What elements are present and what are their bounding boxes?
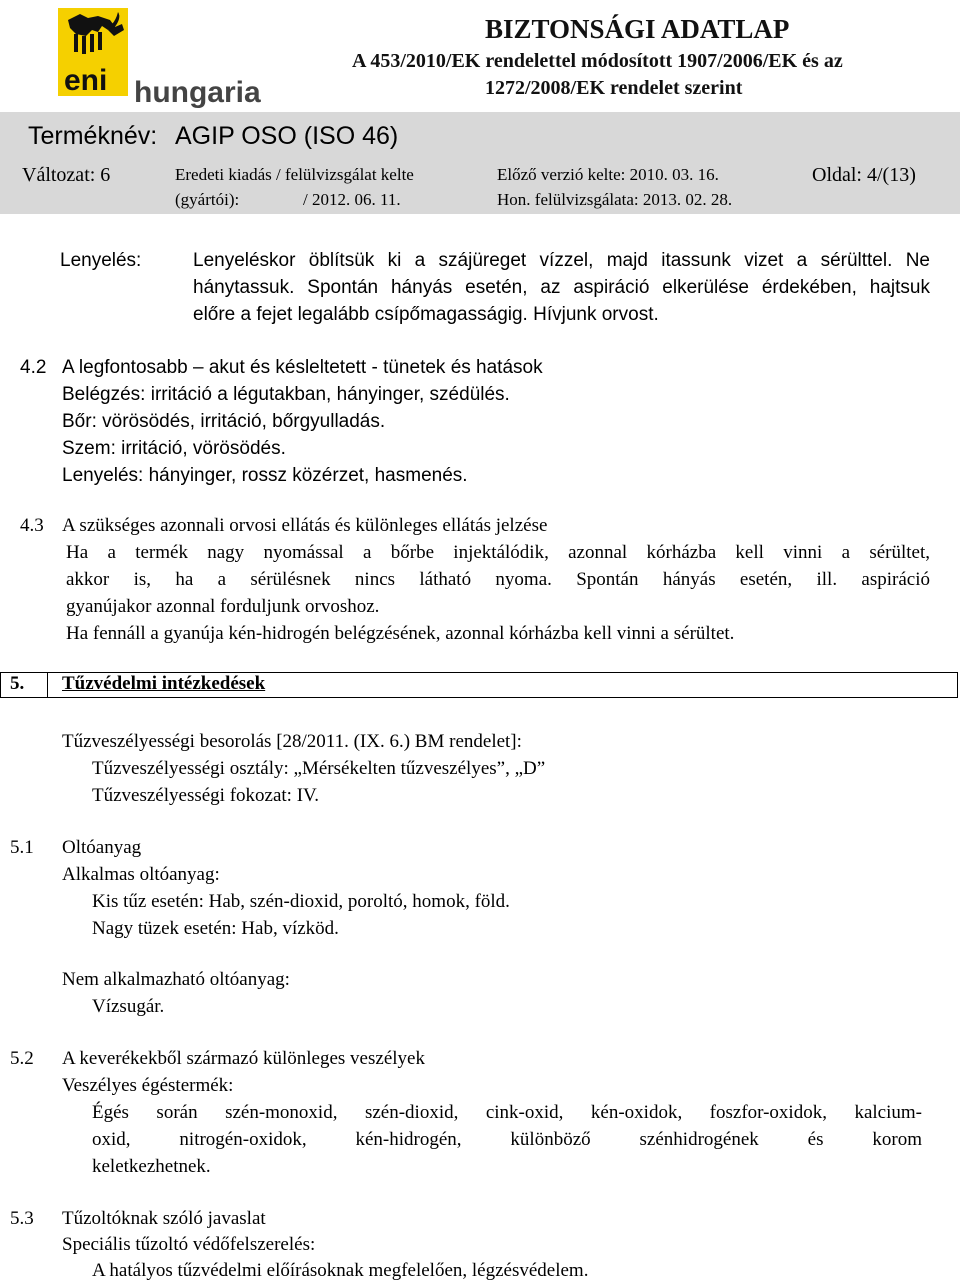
document-title: BIZTONSÁGI ADATLAP — [485, 14, 790, 44]
issue-date: / 2012. 06. 11. — [303, 190, 401, 209]
section-5-2-title: A keverékekből származó különleges veszélyek — [62, 1048, 425, 1069]
section-4-2-number: 4.2 — [20, 357, 47, 378]
section-5-number: 5. — [10, 673, 25, 694]
small-fire-media: Kis tűz esetén: Hab, szén-dioxid, poroltó, homok, föld. — [92, 891, 510, 912]
eni-hungaria-logo — [58, 8, 261, 109]
version: Változat: 6 — [22, 164, 111, 186]
logo-eni-text: eni — [64, 64, 108, 97]
section-5-divider — [47, 673, 48, 697]
unsuitable-media-value: Vízsugár. — [92, 996, 165, 1017]
section-5-title: Tűzvédelmi intézkedések — [62, 673, 266, 694]
firefighter-equipment-text: A hatályos tűzvédelmi előírásoknak megfelelően, légzésvédelem. — [92, 1260, 589, 1281]
section-4-2-title: A legfontosabb – akut és késleltetett - tünetek és hatások — [62, 357, 543, 378]
product-name: AGIP OSO (ISO 46) — [175, 122, 399, 150]
section-5-1-number: 5.1 — [10, 837, 34, 858]
section-5-1-title: Oltóanyag — [62, 837, 142, 858]
symptom-inhalation: Belégzés: irritáció a légutakban, hányinger, szédülés. — [62, 384, 510, 405]
logo-hungaria-text: hungaria — [134, 76, 261, 109]
fire-class: Tűzveszélyességi osztály: „Mérsékelten tűzveszélyes”, „D” — [92, 758, 546, 779]
hon-review-date: Hon. felülvizsgálata: 2013. 02. 28. — [497, 190, 733, 209]
section-4-3-line-4: Ha fennáll a gyanúja kén-hidrogén belégzésének, azonnal kórházba kell vinni a sérültet. — [66, 623, 735, 644]
ingestion-label: Lenyelés: — [60, 250, 142, 271]
ingestion-line-2: hánytassuk. Spontán hányás esetén, az aspiráció elkerülése érdekében, hajtsuk — [193, 277, 930, 298]
combustion-products-label: Veszélyes égéstermék: — [62, 1075, 234, 1096]
combustion-products-line-1: Égés során szén-monoxid, szén-dioxid, cink-oxid, kén-oxidok, foszfor-oxidok, kalcium- — [92, 1102, 922, 1123]
ingestion-line-1: Lenyeléskor öblítsük ki a szájüreget vízzel, majd itassunk vizet a sérülttel. Ne — [193, 250, 930, 271]
suitable-media-label: Alkalmas oltóanyag: — [62, 864, 220, 885]
large-fire-media: Nagy tüzek esetén: Hab, vízköd. — [92, 918, 339, 939]
symptom-skin: Bőr: vörösödés, irritáció, bőrgyulladás. — [62, 411, 386, 432]
page-number: Oldal: 4/(13) — [812, 164, 916, 186]
ingestion-line-3: előre a fejet legalább csípőmagasságig. Hívjunk orvost. — [193, 304, 659, 325]
symptom-ingestion: Lenyelés: hányinger, rossz közérzet, hasmenés. — [62, 465, 468, 486]
previous-version-date: Előző verzió kelte: 2010. 03. 16. — [497, 165, 719, 184]
section-4-3-line-2: akkor is, ha a sérülésnek nincs látható nyoma. Spontán hányás esetén, ill. aspiráció — [66, 569, 930, 590]
section-5-3-number: 5.3 — [10, 1208, 34, 1229]
fire-classification: Tűzveszélyességi besorolás [28/2011. (IX. 6.) BM rendelet]: — [62, 731, 522, 752]
combustion-products-line-2: oxid, nitrogén-oxidok, kén-hidrogén, különböző szénhidrogének és korom — [92, 1129, 922, 1150]
section-5-2-number: 5.2 — [10, 1048, 34, 1069]
unsuitable-media-label: Nem alkalmazható oltóanyag: — [62, 969, 290, 990]
fire-degree: Tűzveszélyességi fokozat: IV. — [92, 785, 320, 806]
regulation-line-1: A 453/2010/EK rendelettel módosított 1907/2006/EK és az — [352, 50, 843, 72]
combustion-products-line-3: keletkezhetnek. — [92, 1156, 211, 1177]
section-4-3-line-1: Ha a termék nagy nyomással a bőrbe injektálódik, azonnal kórházba kell vinni a sérültet, — [66, 542, 930, 563]
issue-label-2: (gyártói): — [175, 190, 240, 209]
section-4-3-line-3: gyanújakor azonnal forduljunk orvoshoz. — [66, 596, 380, 617]
product-label: Terméknév: — [28, 122, 158, 150]
section-4-3-title: A szükséges azonnali orvosi ellátás és különleges ellátás jelzése — [62, 515, 548, 536]
symptom-eye: Szem: irritáció, vörösödés. — [62, 438, 286, 459]
issue-label-1: Eredeti kiadás / felülvizsgálat kelte — [175, 165, 414, 184]
section-4-3-number: 4.3 — [20, 515, 44, 536]
section-5-3-title: Tűzoltóknak szóló javaslat — [62, 1208, 266, 1229]
regulation-line-2: 1272/2008/EK rendelet szerint — [485, 77, 743, 99]
firefighter-equipment-label: Speciális tűzoltó védőfelszerelés: — [62, 1234, 316, 1255]
